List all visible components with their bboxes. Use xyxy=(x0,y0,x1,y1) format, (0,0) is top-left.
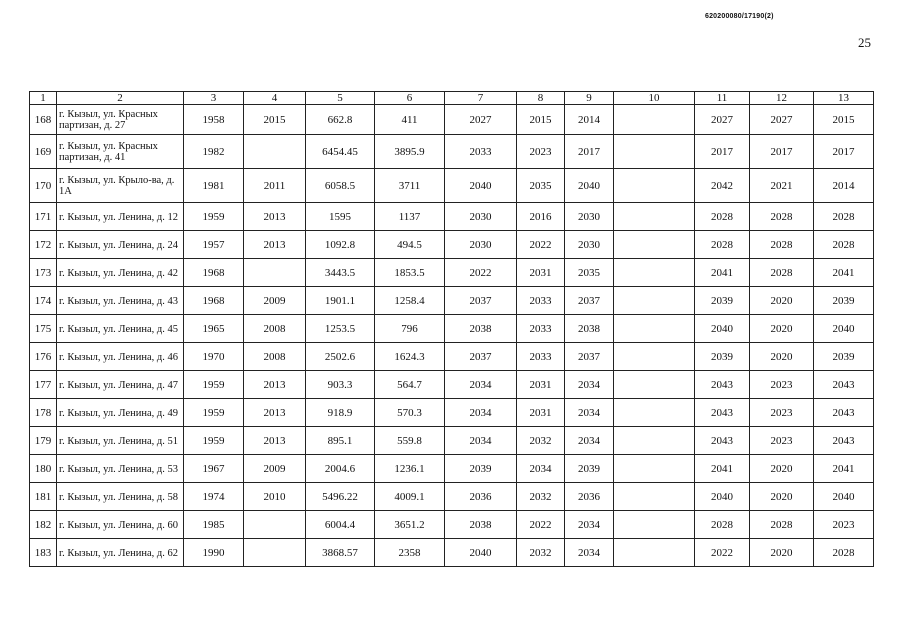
table-cell: 564.7 xyxy=(375,371,445,399)
table-cell: 1970 xyxy=(184,343,244,371)
table-cell: 1958 xyxy=(184,105,244,135)
table-cell: 5496.22 xyxy=(306,483,375,511)
table-cell: 2035 xyxy=(517,169,565,203)
table-cell: 494.5 xyxy=(375,231,445,259)
table-cell: 2015 xyxy=(517,105,565,135)
table-row xyxy=(30,315,874,343)
address-cell: г. Кызыл, ул. Ленина, д. 47 xyxy=(57,371,184,399)
address-cell: г. Кызыл, ул. Ленина, д. 58 xyxy=(57,483,184,511)
column-header-9: 9 xyxy=(565,92,614,105)
table-cell: 2043 xyxy=(695,427,750,455)
table-cell: 2028 xyxy=(695,203,750,231)
table-cell: 2010 xyxy=(244,483,306,511)
table-cell: 2013 xyxy=(244,427,306,455)
row-number-cell: 182 xyxy=(30,511,57,539)
row-number-cell: 183 xyxy=(30,539,57,567)
table-cell: 2043 xyxy=(814,371,874,399)
table-header-row xyxy=(30,92,874,105)
table-cell: 2033 xyxy=(517,315,565,343)
table-cell: 2020 xyxy=(750,315,814,343)
table-cell: 2022 xyxy=(445,259,517,287)
table-cell: 2017 xyxy=(565,135,614,169)
row-number-cell: 170 xyxy=(30,169,57,203)
address-cell: г. Кызыл, ул. Ленина, д. 45 xyxy=(57,315,184,343)
table-cell: 2013 xyxy=(244,371,306,399)
table-row xyxy=(30,203,874,231)
table-cell: 2011 xyxy=(244,169,306,203)
table-row xyxy=(30,399,874,427)
table-cell: 1968 xyxy=(184,287,244,315)
table-cell: 1959 xyxy=(184,427,244,455)
column-header-1: 1 xyxy=(30,92,57,105)
row-number-cell: 181 xyxy=(30,483,57,511)
table-cell: 2030 xyxy=(565,231,614,259)
address-cell: г. Кызыл, ул. Ленина, д. 53 xyxy=(57,455,184,483)
column-header-2: 2 xyxy=(57,92,184,105)
table-cell: 2017 xyxy=(695,135,750,169)
table-cell: 1137 xyxy=(375,203,445,231)
table-cell: 2358 xyxy=(375,539,445,567)
table-cell: 2023 xyxy=(750,399,814,427)
table-cell: 4009.1 xyxy=(375,483,445,511)
table-cell: 3895.9 xyxy=(375,135,445,169)
table-cell: 6058.5 xyxy=(306,169,375,203)
table-cell: 2028 xyxy=(750,511,814,539)
table-row xyxy=(30,259,874,287)
table-cell: 2043 xyxy=(695,371,750,399)
table-cell: 2034 xyxy=(565,427,614,455)
table-cell: 1965 xyxy=(184,315,244,343)
table-cell: 1092.8 xyxy=(306,231,375,259)
table-row xyxy=(30,455,874,483)
table-cell: 1236.1 xyxy=(375,455,445,483)
column-header-10: 10 xyxy=(614,92,695,105)
table-cell: 662.8 xyxy=(306,105,375,135)
table-cell: 895.1 xyxy=(306,427,375,455)
table-cell xyxy=(614,105,695,135)
table-cell: 2037 xyxy=(445,343,517,371)
table-cell: 2022 xyxy=(517,511,565,539)
table-cell: 2036 xyxy=(565,483,614,511)
table-row xyxy=(30,135,874,169)
table-cell: 2034 xyxy=(517,455,565,483)
table-cell: 559.8 xyxy=(375,427,445,455)
table-cell: 2038 xyxy=(445,315,517,343)
table-cell: 2040 xyxy=(445,539,517,567)
table-cell xyxy=(614,315,695,343)
table-cell: 1982 xyxy=(184,135,244,169)
table-cell: 2037 xyxy=(445,287,517,315)
table-cell: 903.3 xyxy=(306,371,375,399)
table-cell: 2015 xyxy=(814,105,874,135)
table-row xyxy=(30,343,874,371)
table-cell: 2034 xyxy=(565,539,614,567)
table-cell xyxy=(614,399,695,427)
table-cell: 2028 xyxy=(750,231,814,259)
table-cell: 796 xyxy=(375,315,445,343)
table-cell: 2020 xyxy=(750,539,814,567)
table-cell: 2023 xyxy=(517,135,565,169)
table-cell: 2041 xyxy=(695,259,750,287)
address-cell: г. Кызыл, ул. Красных партизан, д. 27 xyxy=(57,105,184,135)
table-cell: 2030 xyxy=(565,203,614,231)
table-cell: 2009 xyxy=(244,455,306,483)
column-header-12: 12 xyxy=(750,92,814,105)
table-cell: 1959 xyxy=(184,203,244,231)
table-cell xyxy=(244,135,306,169)
table-cell: 2028 xyxy=(750,203,814,231)
table-cell: 1981 xyxy=(184,169,244,203)
document-code: 620200080/17190(2) xyxy=(705,13,774,20)
table-cell: 2028 xyxy=(750,259,814,287)
table-cell xyxy=(614,135,695,169)
table-cell: 2039 xyxy=(695,343,750,371)
table-cell: 2013 xyxy=(244,231,306,259)
table-cell: 918.9 xyxy=(306,399,375,427)
row-number-cell: 169 xyxy=(30,135,57,169)
table-cell: 1595 xyxy=(306,203,375,231)
table-cell: 2032 xyxy=(517,539,565,567)
table-cell: 2022 xyxy=(695,539,750,567)
table-cell: 2013 xyxy=(244,399,306,427)
table-cell: 2008 xyxy=(244,343,306,371)
table-cell: 2020 xyxy=(750,287,814,315)
table-cell: 2034 xyxy=(445,399,517,427)
row-number-cell: 176 xyxy=(30,343,57,371)
table-cell: 2030 xyxy=(445,231,517,259)
table-cell: 1253.5 xyxy=(306,315,375,343)
table-cell: 2027 xyxy=(750,105,814,135)
column-header-6: 6 xyxy=(375,92,445,105)
table-cell: 2041 xyxy=(814,259,874,287)
row-number-cell: 168 xyxy=(30,105,57,135)
table-cell xyxy=(614,455,695,483)
column-header-7: 7 xyxy=(445,92,517,105)
table-cell: 2028 xyxy=(814,231,874,259)
table-cell: 3443.5 xyxy=(306,259,375,287)
table-cell: 1985 xyxy=(184,511,244,539)
table-cell: 1959 xyxy=(184,371,244,399)
column-header-8: 8 xyxy=(517,92,565,105)
table-cell: 2034 xyxy=(445,371,517,399)
table-cell xyxy=(614,343,695,371)
buildings-table xyxy=(29,91,874,567)
address-cell: г. Кызыл, ул. Ленина, д. 24 xyxy=(57,231,184,259)
table-cell: 2014 xyxy=(565,105,614,135)
table-cell: 2040 xyxy=(445,169,517,203)
table-cell xyxy=(614,539,695,567)
table-row xyxy=(30,511,874,539)
table-cell: 2017 xyxy=(814,135,874,169)
table-cell: 2038 xyxy=(565,315,614,343)
table-cell: 2028 xyxy=(814,203,874,231)
table-cell: 2033 xyxy=(517,287,565,315)
table-cell: 2017 xyxy=(750,135,814,169)
table-cell: 2034 xyxy=(445,427,517,455)
table-cell xyxy=(614,483,695,511)
table-cell: 2023 xyxy=(750,371,814,399)
table-cell: 1901.1 xyxy=(306,287,375,315)
table-cell: 2039 xyxy=(695,287,750,315)
column-header-13: 13 xyxy=(814,92,874,105)
table-cell xyxy=(614,427,695,455)
table-cell: 2502.6 xyxy=(306,343,375,371)
row-number-cell: 180 xyxy=(30,455,57,483)
table-row xyxy=(30,483,874,511)
table-cell: 2034 xyxy=(565,399,614,427)
address-cell: г. Кызыл, ул. Крыло-ва, д. 1А xyxy=(57,169,184,203)
column-header-3: 3 xyxy=(184,92,244,105)
table-cell: 1957 xyxy=(184,231,244,259)
table-cell: 2040 xyxy=(565,169,614,203)
table-cell: 2027 xyxy=(695,105,750,135)
address-cell: г. Кызыл, ул. Ленина, д. 60 xyxy=(57,511,184,539)
table-cell: 1967 xyxy=(184,455,244,483)
table-cell: 2040 xyxy=(814,315,874,343)
page-number: 25 xyxy=(858,35,871,50)
table-cell: 2035 xyxy=(565,259,614,287)
table-cell: 1258.4 xyxy=(375,287,445,315)
table-cell: 2041 xyxy=(695,455,750,483)
table-cell: 1624.3 xyxy=(375,343,445,371)
table-cell xyxy=(614,203,695,231)
table-cell: 1959 xyxy=(184,399,244,427)
table-cell: 1853.5 xyxy=(375,259,445,287)
table-cell: 2039 xyxy=(565,455,614,483)
table-cell: 3651.2 xyxy=(375,511,445,539)
table-cell: 2039 xyxy=(814,343,874,371)
table-cell: 2034 xyxy=(565,511,614,539)
table-cell: 2008 xyxy=(244,315,306,343)
table-cell xyxy=(244,539,306,567)
address-cell: г. Кызыл, ул. Ленина, д. 43 xyxy=(57,287,184,315)
table-cell: 2043 xyxy=(695,399,750,427)
table-cell: 2013 xyxy=(244,203,306,231)
table-cell: 2023 xyxy=(750,427,814,455)
table-cell: 2022 xyxy=(517,231,565,259)
row-number-cell: 177 xyxy=(30,371,57,399)
table-cell: 2020 xyxy=(750,455,814,483)
table-cell: 2032 xyxy=(517,427,565,455)
table-cell: 2040 xyxy=(814,483,874,511)
table-cell: 2020 xyxy=(750,483,814,511)
table-cell xyxy=(614,259,695,287)
table-cell: 2031 xyxy=(517,259,565,287)
table-cell: 2040 xyxy=(695,483,750,511)
row-number-cell: 174 xyxy=(30,287,57,315)
table-cell: 2004.6 xyxy=(306,455,375,483)
table-cell xyxy=(244,259,306,287)
table-cell: 3868.57 xyxy=(306,539,375,567)
address-cell: г. Кызыл, ул. Ленина, д. 46 xyxy=(57,343,184,371)
table-cell: 2039 xyxy=(445,455,517,483)
table-cell: 2030 xyxy=(445,203,517,231)
table-row xyxy=(30,231,874,259)
address-cell: г. Кызыл, ул. Ленина, д. 42 xyxy=(57,259,184,287)
table-cell: 2039 xyxy=(814,287,874,315)
table-cell xyxy=(244,511,306,539)
row-number-cell: 171 xyxy=(30,203,57,231)
table-body xyxy=(30,105,874,567)
column-header-11: 11 xyxy=(695,92,750,105)
table-cell: 2041 xyxy=(814,455,874,483)
row-number-cell: 175 xyxy=(30,315,57,343)
table-cell: 6454.45 xyxy=(306,135,375,169)
table-row xyxy=(30,169,874,203)
row-number-cell: 178 xyxy=(30,399,57,427)
table-cell xyxy=(614,231,695,259)
table-cell: 2009 xyxy=(244,287,306,315)
table-row xyxy=(30,287,874,315)
address-cell: г. Кызыл, ул. Ленина, д. 12 xyxy=(57,203,184,231)
table-cell: 2028 xyxy=(814,539,874,567)
table-cell: 2015 xyxy=(244,105,306,135)
table-cell xyxy=(614,287,695,315)
table-row xyxy=(30,427,874,455)
table-cell: 1990 xyxy=(184,539,244,567)
table-cell: 2043 xyxy=(814,427,874,455)
table-cell: 2031 xyxy=(517,371,565,399)
table-cell: 2031 xyxy=(517,399,565,427)
row-number-cell: 173 xyxy=(30,259,57,287)
table-cell: 2014 xyxy=(814,169,874,203)
table-cell: 2036 xyxy=(445,483,517,511)
table-cell: 2043 xyxy=(814,399,874,427)
table-cell: 2042 xyxy=(695,169,750,203)
table-row xyxy=(30,105,874,135)
table-cell xyxy=(614,169,695,203)
table-cell: 2038 xyxy=(445,511,517,539)
column-header-5: 5 xyxy=(306,92,375,105)
table-cell xyxy=(614,371,695,399)
table-cell: 2037 xyxy=(565,287,614,315)
table-cell: 1968 xyxy=(184,259,244,287)
row-number-cell: 172 xyxy=(30,231,57,259)
row-number-cell: 179 xyxy=(30,427,57,455)
table-row xyxy=(30,539,874,567)
table-cell: 3711 xyxy=(375,169,445,203)
table-cell: 2034 xyxy=(565,371,614,399)
table-cell: 2032 xyxy=(517,483,565,511)
table-cell: 2033 xyxy=(445,135,517,169)
column-header-4: 4 xyxy=(244,92,306,105)
table-cell: 2037 xyxy=(565,343,614,371)
table-cell: 6004.4 xyxy=(306,511,375,539)
table-cell: 2027 xyxy=(445,105,517,135)
address-cell: г. Кызыл, ул. Красных партизан, д. 41 xyxy=(57,135,184,169)
table-cell: 2033 xyxy=(517,343,565,371)
address-cell: г. Кызыл, ул. Ленина, д. 49 xyxy=(57,399,184,427)
table-cell: 1974 xyxy=(184,483,244,511)
address-cell: г. Кызыл, ул. Ленина, д. 51 xyxy=(57,427,184,455)
table-cell: 2023 xyxy=(814,511,874,539)
table-cell xyxy=(614,511,695,539)
address-cell: г. Кызыл, ул. Ленина, д. 62 xyxy=(57,539,184,567)
table-cell: 411 xyxy=(375,105,445,135)
table-cell: 2016 xyxy=(517,203,565,231)
table-cell: 570.3 xyxy=(375,399,445,427)
table-row xyxy=(30,371,874,399)
table-cell: 2028 xyxy=(695,231,750,259)
table-cell: 2020 xyxy=(750,343,814,371)
table-cell: 2028 xyxy=(695,511,750,539)
table-cell: 2021 xyxy=(750,169,814,203)
table-cell: 2040 xyxy=(695,315,750,343)
